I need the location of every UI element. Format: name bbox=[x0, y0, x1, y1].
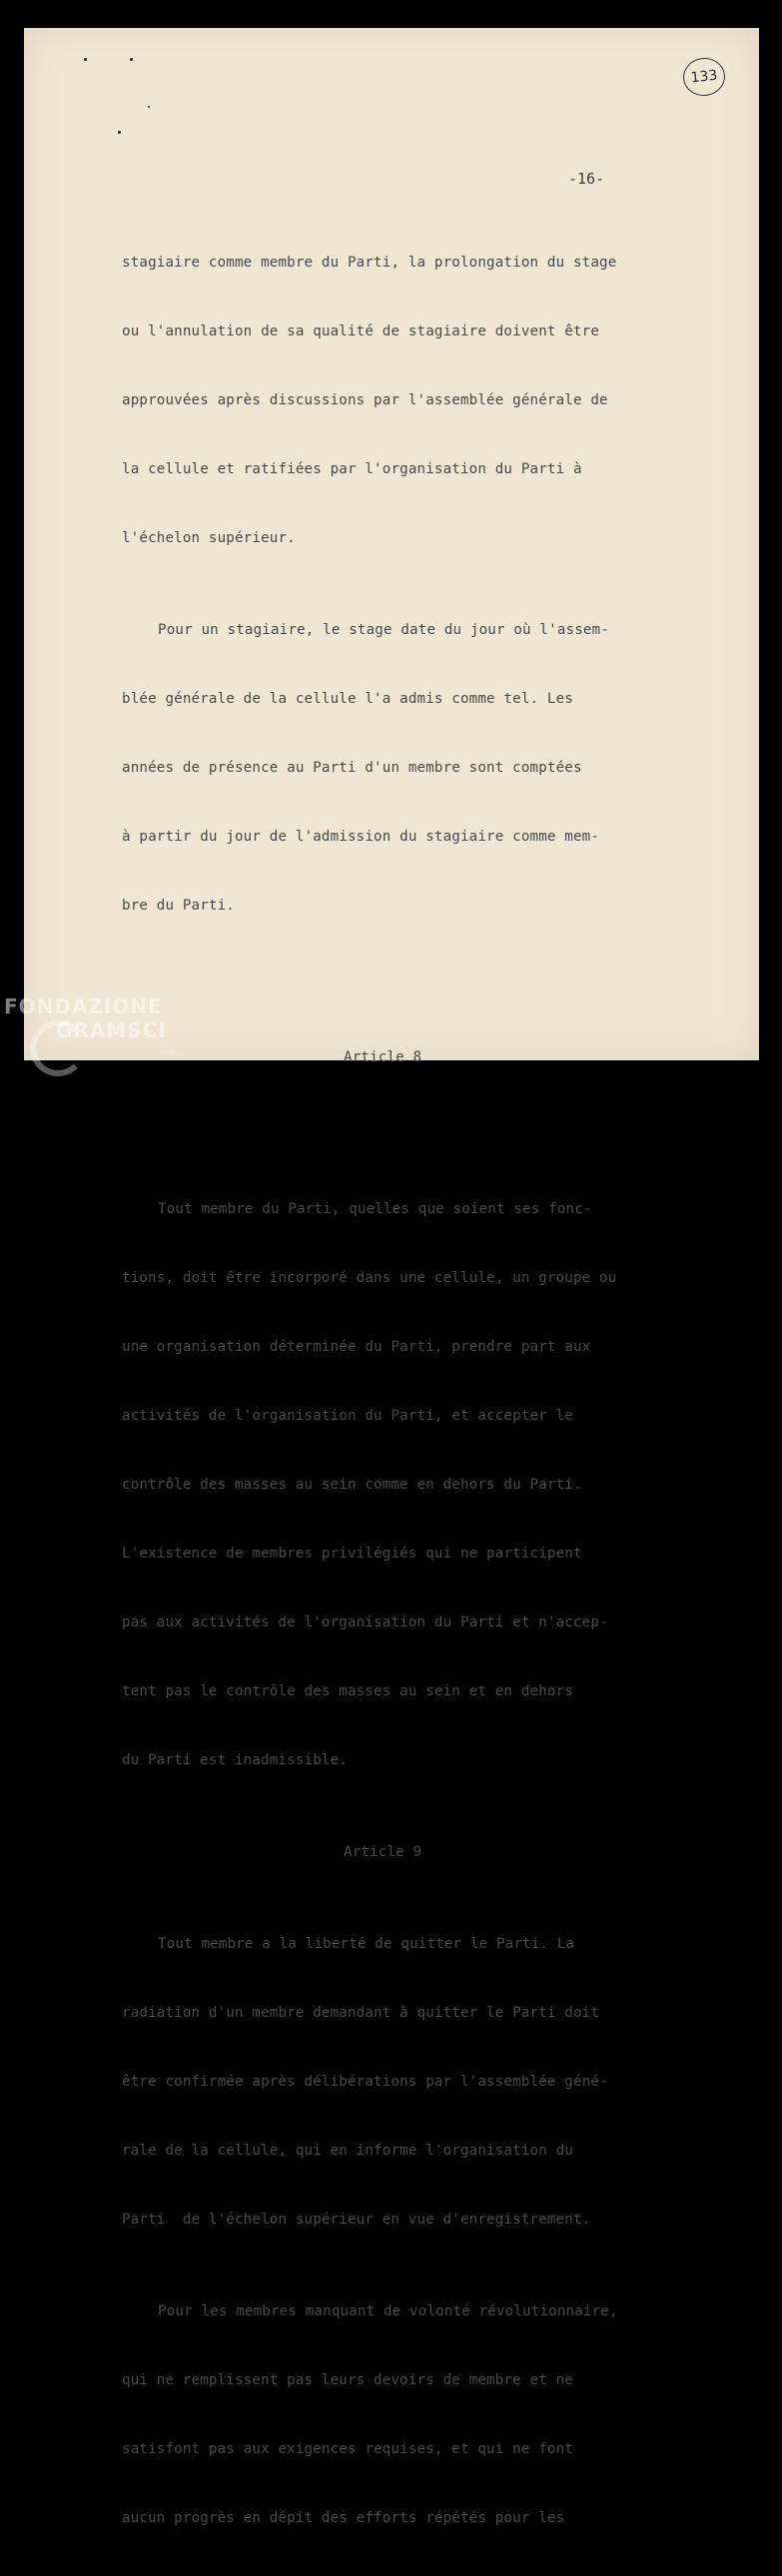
watermark bbox=[4, 994, 167, 1042]
spacer bbox=[122, 986, 681, 1000]
text-line: Tout membre a la liberté de quitter le Parti. La bbox=[158, 1936, 575, 1952]
text-line: radiation d'un membre demandant à quitter le Parti doit bbox=[122, 2005, 600, 2021]
page-number: -16- bbox=[568, 170, 605, 188]
text-line: Pour les membres manquant de volonté révolutionnaire, bbox=[158, 2303, 618, 2319]
text-line: blée générale de la cellule l'a admis comme tel. Les bbox=[122, 691, 573, 707]
speck-mark bbox=[118, 131, 121, 134]
article-9-heading: Article 9 bbox=[344, 1844, 422, 1860]
text-line: tions, doit être incorporé dans une cellule, un groupe ou bbox=[122, 1270, 617, 1286]
speck-mark bbox=[130, 58, 133, 61]
text-line: rale de la cellule, qui en informe l'organisation du bbox=[122, 2143, 573, 2159]
body-text bbox=[122, 206, 681, 2576]
text-line: approuvées après discussions par l'assemblée générale de bbox=[122, 392, 608, 408]
document-page bbox=[24, 28, 759, 2526]
text-line: ou l'annulation de sa qualité de stagiaire doivent être bbox=[122, 323, 600, 339]
text-line: bre du Parti. bbox=[122, 898, 235, 914]
text-line: L'existence de membres privilégiés qui ne participent bbox=[122, 1546, 582, 1562]
text-line: Pour un stagiaire, le stage date du jour où l'assem- bbox=[158, 622, 609, 638]
watermark-line-2: GRAMSCI bbox=[56, 1018, 167, 1042]
text-line: satisfont pas aux exigences requises, et qui ne font bbox=[122, 2441, 573, 2457]
text-line: pas aux activités de l'organisation du Parti et n'accep- bbox=[122, 1614, 608, 1630]
text-line: stagiaire comme membre du Parti, la prolongation du stage bbox=[122, 255, 617, 271]
watermark-onlus: onlus bbox=[160, 1048, 185, 1058]
text-line: Tout membre du Parti, quelles que soient ses fonc- bbox=[158, 1201, 592, 1217]
text-line: l'échelon supérieur. bbox=[122, 530, 296, 546]
text-line: une organisation déterminée du Parti, prendre part aux bbox=[122, 1339, 591, 1355]
text-line: tent pas le contrôle des masses au sein et en dehors bbox=[122, 1683, 573, 1699]
text-line: aucun progrès en dépit des efforts répétés pour les bbox=[122, 2510, 565, 2526]
text-line: activités de l'organisation du Parti, et accepter le bbox=[122, 1408, 573, 1424]
text-line: à partir du jour de l'admission du stagiaire comme mem- bbox=[122, 829, 600, 845]
spacer bbox=[122, 1115, 681, 1129]
text-line: du Parti est inadmissible. bbox=[122, 1752, 348, 1768]
folio-number: 133 bbox=[681, 56, 727, 98]
text-line: contrôle des masses au sein comme en dehors du Parti. bbox=[122, 1477, 582, 1493]
watermark-line-1: FONDAZIONE bbox=[4, 994, 163, 1018]
speck-mark bbox=[148, 106, 150, 108]
text-line: années de présence au Parti d'un membre sont comptées bbox=[122, 760, 582, 776]
article-8-heading: Article 8 bbox=[344, 1049, 422, 1065]
text-line: la cellule et ratifiées par l'organisation du Parti à bbox=[122, 461, 582, 477]
speck-mark bbox=[84, 58, 87, 61]
text-line: être confirmée après délibérations par l'assemblée géné- bbox=[122, 2074, 608, 2090]
text-line: Parti de l'échelon supérieur en vue d'enregistrement. bbox=[122, 2212, 591, 2228]
text-line: qui ne remplissent pas leurs devoirs de membre et ne bbox=[122, 2372, 573, 2388]
